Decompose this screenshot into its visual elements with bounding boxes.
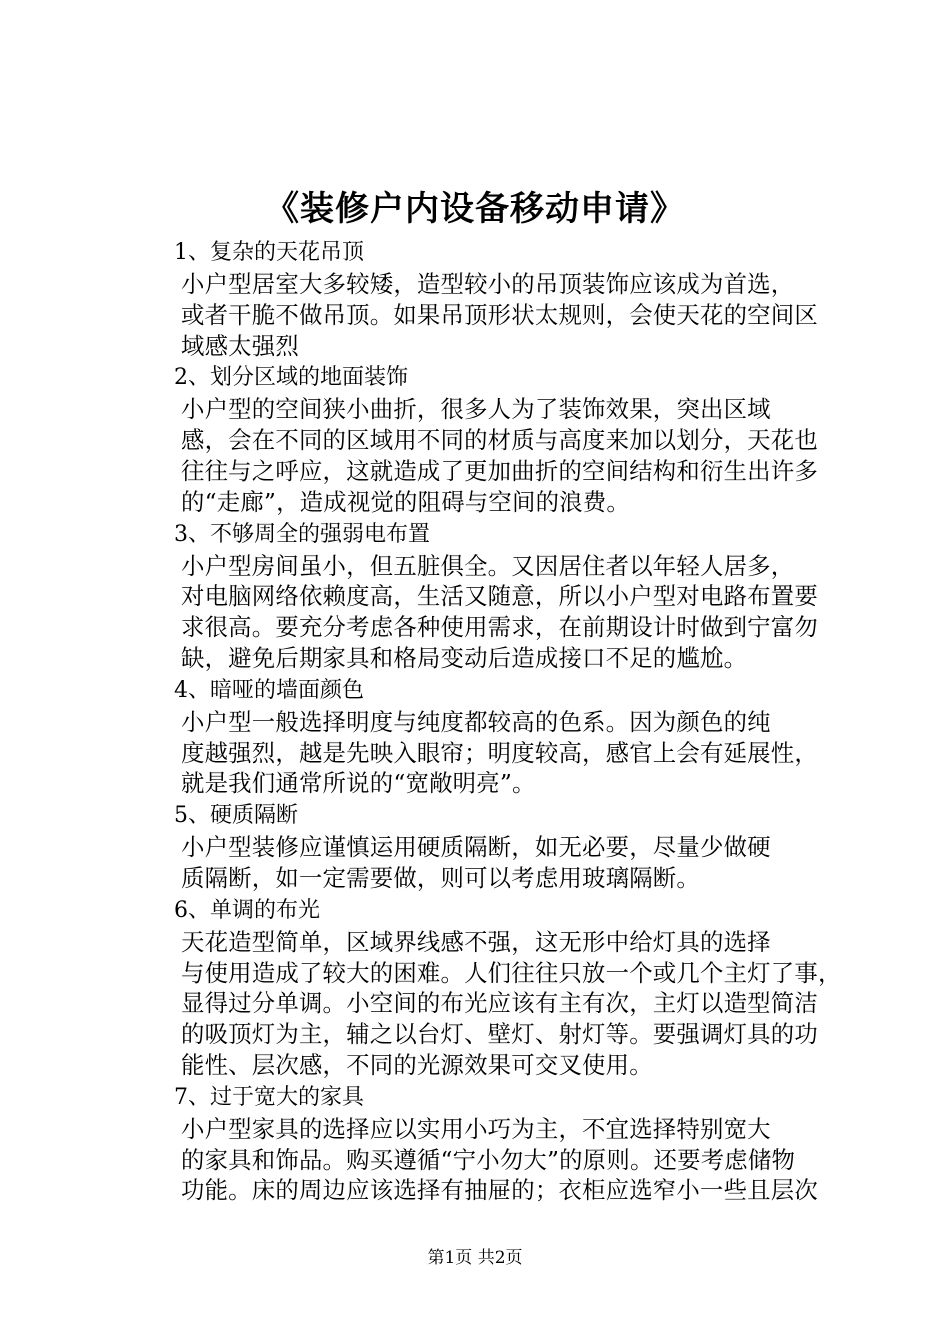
paragraph-line: 小户型装修应谨慎运用硬质隔断，如无必要，尽量少做硬: [181, 833, 771, 862]
section-paragraph: [130, 707, 830, 799]
section-heading: 2、划分区域的地面装饰: [174, 365, 408, 391]
paragraph-line: 小户型家具的选择应以实用小巧为主，不宜选择特别宽大: [181, 1114, 771, 1143]
section-paragraph: [130, 269, 830, 361]
paragraph-line: 与使用造成了较大的困难。人们往往只放一个或几个主灯了事，: [181, 958, 842, 987]
paragraph-line: 求很高。要充分考虑各种使用需求，在前期设计时做到宁富勿: [181, 613, 818, 642]
paragraph-line: 小户型一般选择明度与纯度都较高的色系。因为颜色的纯: [181, 707, 771, 736]
section-heading: 6、单调的布光: [174, 897, 320, 923]
paragraph-line: 或者干脆不做吊顶。如果吊顶形状太规则，会使天花的空间区: [181, 300, 818, 329]
section-paragraph: [130, 394, 830, 517]
paragraph-line: 缺，避免后期家具和格局变动后造成接口不足的尴尬。: [181, 643, 748, 672]
paragraph-line: 显得过分单调。小空间的布光应该有主有次，主灯以造型简洁: [181, 989, 818, 1018]
paragraph-line: 功能。床的周边应该选择有抽屉的；衣柜应选窄小一些且层次: [181, 1176, 818, 1205]
paragraph-line: 的“走廊”，造成视觉的阻碍与空间的浪费。: [181, 487, 630, 516]
section-paragraph: [130, 551, 830, 674]
paragraph-line: 对电脑网络依赖度高，生活又随意，所以小户型对电路布置要: [181, 582, 818, 611]
paragraph-line: 质隔断，如一定需要做，则可以考虑用玻璃隔断。: [181, 863, 700, 892]
paragraph-line: 天花造型简单，区域界线感不强，这无形中给灯具的选择: [181, 927, 771, 956]
paragraph-line: 域感太强烈: [181, 331, 299, 360]
section-heading: 3、不够周全的强弱电布置: [174, 521, 430, 547]
document-body: [130, 236, 842, 1206]
paragraph-line: 往往与之呼应，这就造成了更加曲折的空间结构和衍生出许多: [181, 456, 818, 485]
section-heading: 4、暗哑的墙面颜色: [174, 677, 364, 703]
section-heading: 1、复杂的天花吊顶: [174, 240, 364, 265]
section-paragraph: [130, 1114, 830, 1206]
section-heading: 5、硬质隔断: [174, 803, 298, 829]
paragraph-line: 小户型房间虽小，但五脏俱全。又因居住者以年轻人居多，: [181, 551, 795, 580]
paragraph-line: 小户型居室大多较矮，造型较小的吊顶装饰应该成为首选，: [181, 270, 795, 298]
paragraph-line: 就是我们通常所说的“宽敞明亮”。: [181, 769, 536, 798]
paragraph-line: 感，会在不同的区域用不同的材质与高度来加以划分，天花也: [181, 426, 818, 455]
page-title: 《装修户内设备移动申请》: [265, 189, 685, 229]
paragraph-line: 的吸顶灯为主，辅之以台灯、壁灯、射灯等。要强调灯具的功: [181, 1020, 818, 1049]
paragraph-line: 小户型的空间狭小曲折，很多人为了装饰效果，突出区域: [181, 395, 771, 424]
paragraph-line: 度越强烈，越是先映入眼帘；明度较高，感官上会有延展性，: [181, 738, 818, 767]
section-paragraph: [130, 927, 842, 1081]
paragraph-line: 能性、层次感，不同的光源效果可交叉使用。: [181, 1050, 653, 1079]
section-paragraph: [130, 832, 830, 894]
paragraph-line: 的家具和饰品。购买遵循“宁小勿大”的原则。还要考虑储物: [181, 1145, 796, 1174]
page-number-footer: 第1页 共2页: [427, 1248, 523, 1268]
section-heading: 7、过于宽大的家具: [174, 1084, 364, 1110]
